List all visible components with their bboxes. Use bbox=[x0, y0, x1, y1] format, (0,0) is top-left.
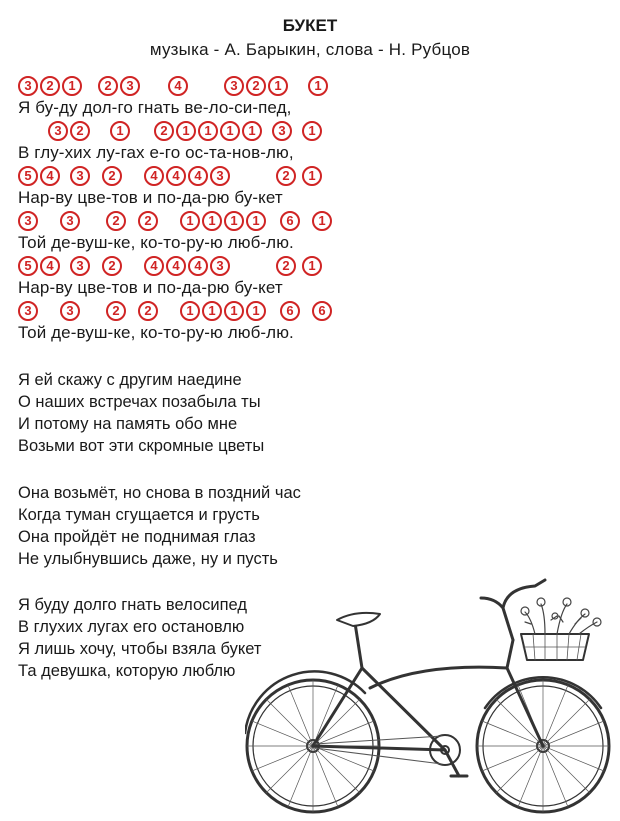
note-number: 3 bbox=[18, 301, 38, 321]
note-row bbox=[18, 121, 378, 145]
note-number: 3 bbox=[18, 76, 38, 96]
note-number: 2 bbox=[138, 301, 158, 321]
note-number: 2 bbox=[102, 256, 122, 276]
note-number: 4 bbox=[40, 166, 60, 186]
note-number: 3 bbox=[272, 121, 292, 141]
note-number: 1 bbox=[62, 76, 82, 96]
handlebar bbox=[481, 580, 545, 640]
note-number: 2 bbox=[246, 76, 266, 96]
note-row bbox=[18, 76, 378, 100]
verse-1-line-3: И потому на память обо мне bbox=[18, 415, 238, 433]
verse-1-line-1: Я ей скажу с другим наедине bbox=[18, 371, 242, 389]
note-number: 3 bbox=[210, 166, 230, 186]
note-number: 3 bbox=[48, 121, 68, 141]
note-number: 4 bbox=[168, 76, 188, 96]
note-number: 2 bbox=[106, 301, 126, 321]
note-number: 4 bbox=[188, 166, 208, 186]
note-number: 2 bbox=[102, 166, 122, 186]
note-number: 1 bbox=[202, 301, 222, 321]
note-number: 4 bbox=[144, 166, 164, 186]
song-title: БУКЕТ bbox=[282, 16, 338, 35]
note-number: 1 bbox=[302, 121, 322, 141]
note-number: 6 bbox=[312, 301, 332, 321]
verse-3-line-3: Я лишь хочу, чтобы взяла букет bbox=[18, 640, 262, 658]
note-row bbox=[18, 211, 378, 235]
note-number: 1 bbox=[180, 211, 200, 231]
note-number: 4 bbox=[166, 166, 186, 186]
note-number: 3 bbox=[60, 211, 80, 231]
note-number: 2 bbox=[276, 166, 296, 186]
note-number: 1 bbox=[180, 301, 200, 321]
note-number: 1 bbox=[242, 121, 262, 141]
note-number: 4 bbox=[166, 256, 186, 276]
note-number: 4 bbox=[188, 256, 208, 276]
note-number: 3 bbox=[70, 256, 90, 276]
verse-1-line-4: Возьми вот эти скромные цветы bbox=[18, 437, 265, 455]
note-row bbox=[18, 301, 378, 325]
verse-1-line-2: О наших встречах позабыла ты bbox=[18, 393, 261, 411]
note-number: 3 bbox=[210, 256, 230, 276]
verse-3-line-4: Та девушка, которую люблю bbox=[18, 662, 236, 680]
note-number: 1 bbox=[246, 301, 266, 321]
note-number: 5 bbox=[18, 256, 38, 276]
note-row bbox=[18, 166, 378, 190]
note-number: 1 bbox=[224, 301, 244, 321]
note-number: 3 bbox=[60, 301, 80, 321]
verse-3-line-2: В глухих лугах его остановлю bbox=[18, 618, 245, 636]
note-number: 1 bbox=[198, 121, 218, 141]
note-number: 1 bbox=[302, 256, 322, 276]
verse-3-line-1: Я буду долго гнать велосипед bbox=[18, 596, 247, 614]
note-number: 6 bbox=[280, 211, 300, 231]
note-number: 2 bbox=[40, 76, 60, 96]
note-number: 2 bbox=[106, 211, 126, 231]
note-number: 2 bbox=[154, 121, 174, 141]
chorus-lyric-line: Нар-ву цве-тов и по-да-рю бу-кет bbox=[18, 188, 283, 207]
saddle bbox=[337, 613, 380, 626]
verse-2-line-1: Она возьмёт, но снова в поздний час bbox=[18, 484, 301, 502]
chorus-lyric-line: Я бу-ду дол-го гнать ве-ло-си-пед, bbox=[18, 98, 292, 117]
note-number: 4 bbox=[144, 256, 164, 276]
verse-2-line-4: Не улыбнувшись даже, ну и пусть bbox=[18, 550, 278, 568]
note-number: 2 bbox=[276, 256, 296, 276]
note-number: 1 bbox=[220, 121, 240, 141]
chorus-lyric-line: В глу-хих лу-гах е-го ос-та-нов-лю, bbox=[18, 143, 294, 162]
chorus-lyric-line: Нар-ву цве-тов и по-да-рю бу-кет bbox=[18, 278, 283, 297]
note-number: 6 bbox=[280, 301, 300, 321]
note-number: 4 bbox=[40, 256, 60, 276]
note-number: 3 bbox=[18, 211, 38, 231]
note-number: 1 bbox=[246, 211, 266, 231]
note-number: 3 bbox=[120, 76, 140, 96]
note-number: 1 bbox=[308, 76, 328, 96]
note-number: 1 bbox=[202, 211, 222, 231]
note-row bbox=[18, 256, 378, 280]
bicycle-illustration bbox=[245, 568, 615, 818]
note-number: 1 bbox=[268, 76, 288, 96]
note-number: 2 bbox=[70, 121, 90, 141]
note-number: 1 bbox=[176, 121, 196, 141]
verse-2-line-2: Когда туман сгущается и грусть bbox=[18, 506, 260, 524]
note-number: 1 bbox=[224, 211, 244, 231]
note-number: 3 bbox=[70, 166, 90, 186]
note-number: 1 bbox=[312, 211, 332, 231]
chorus-lyric-line: Той де-вуш-ке, ко-то-ру-ю люб-лю. bbox=[18, 233, 294, 252]
note-number: 2 bbox=[138, 211, 158, 231]
flower-basket bbox=[521, 598, 601, 660]
song-credits: музыка - А. Барыкин, слова - Н. Рубцов bbox=[149, 40, 471, 59]
note-number: 3 bbox=[224, 76, 244, 96]
note-number: 2 bbox=[98, 76, 118, 96]
verse-2-line-3: Она пройдёт не поднимая глаз bbox=[18, 528, 256, 546]
note-number: 1 bbox=[302, 166, 322, 186]
chorus-lyric-line: Той де-вуш-ке, ко-то-ру-ю люб-лю. bbox=[18, 323, 294, 342]
note-number: 1 bbox=[110, 121, 130, 141]
note-number: 5 bbox=[18, 166, 38, 186]
